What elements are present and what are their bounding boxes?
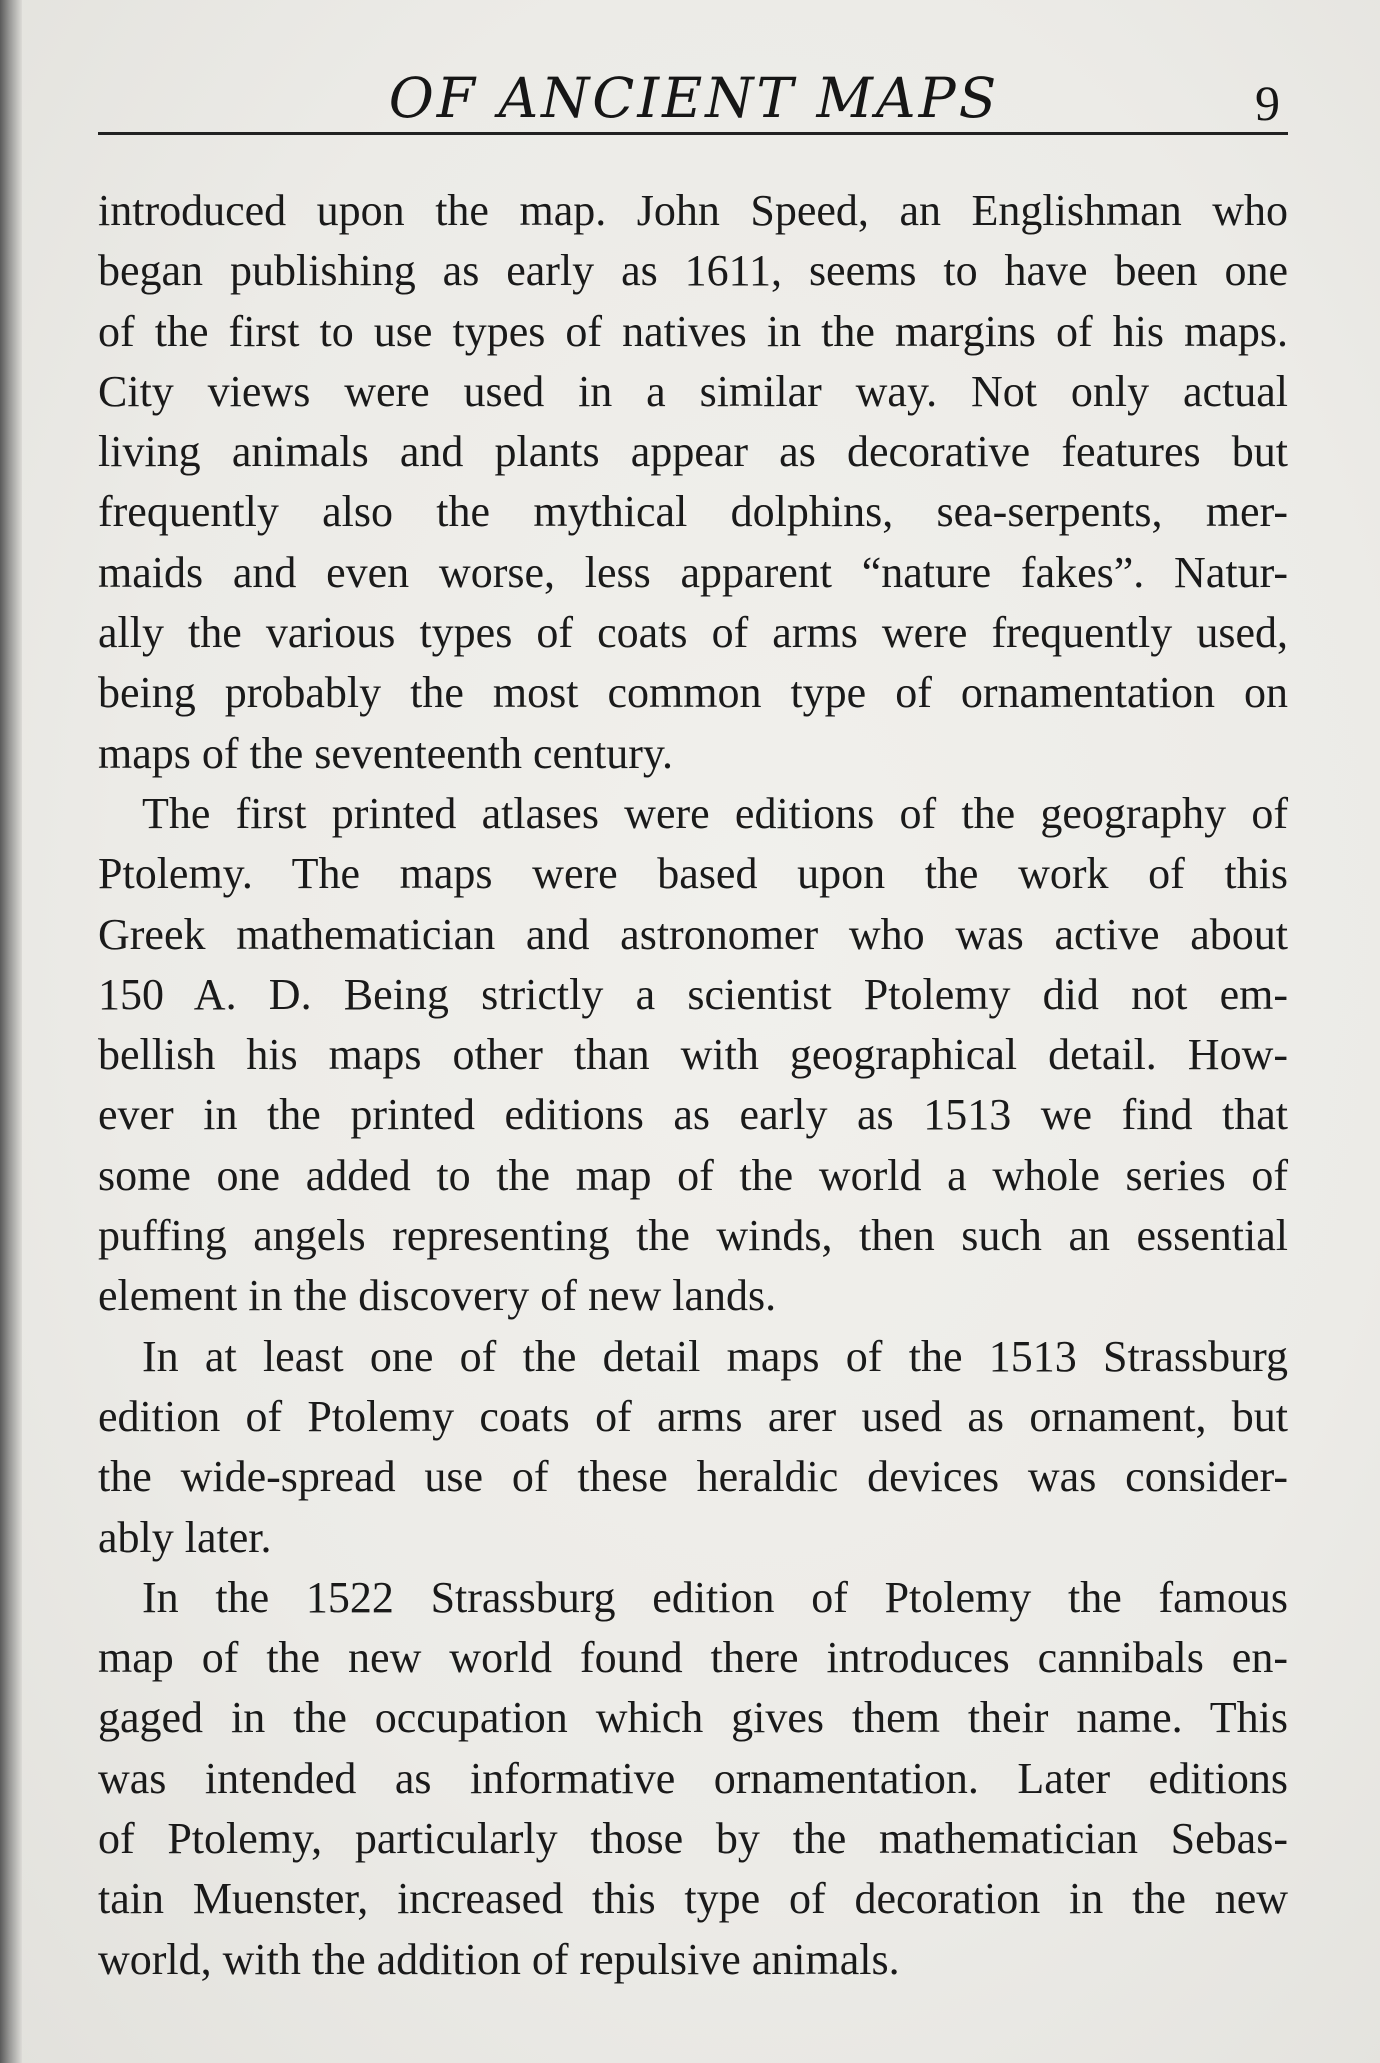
header-rule	[98, 132, 1288, 135]
text-line: ally the various types of coats of arms were frequently used,	[98, 608, 1288, 658]
text-line: some one added to the map of the world a whole series of	[98, 1150, 1288, 1200]
text-line: began publishing as early as 1611, seems to have been one	[98, 246, 1288, 296]
text-line: Greek mathematician and astronomer who was active about	[98, 909, 1288, 959]
text-line: gaged in the occupation which gives them their name. This	[98, 1693, 1288, 1743]
text-line: being probably the most common type of ornamentation on	[98, 668, 1288, 718]
text-line: City views were used in a similar way. Not only actual	[98, 366, 1288, 416]
text-line: the wide-spread use of these heraldic devices was consider-	[98, 1452, 1288, 1502]
page-number: 9	[1255, 75, 1280, 131]
text-line: of Ptolemy, particularly those by the mathematician Sebas-	[98, 1814, 1288, 1864]
paragraph-3	[98, 1327, 1288, 1568]
text-line: puffing angels representing the winds, then such an essential	[98, 1211, 1288, 1261]
text-line: In the 1522 Strassburg edition of Ptolemy the famous	[142, 1572, 1288, 1622]
text-line: ably later.	[98, 1512, 272, 1562]
text-line: living animals and plants appear as decorative features but	[98, 427, 1288, 477]
text-line: map of the new world found there introduces cannibals en-	[98, 1633, 1288, 1683]
paragraph-1	[98, 181, 1288, 784]
text-line: 150 A. D. Being strictly a scientist Ptolemy did not em-	[98, 969, 1288, 1019]
text-line: world, with the addition of repulsive animals.	[98, 1934, 900, 1984]
body-text	[98, 181, 1288, 1990]
spine-shadow	[0, 0, 22, 2063]
text-line: bellish his maps other than with geographical detail. How-	[98, 1030, 1288, 1080]
text-line: introduced upon the map. John Speed, an Englishman who	[98, 186, 1288, 235]
text-line: maps of the seventeenth century.	[98, 728, 674, 778]
text-line: maids and even worse, less apparent “nature fakes”. Natur-	[98, 547, 1288, 597]
text-line: frequently also the mythical dolphins, sea-serpents, mer-	[98, 487, 1288, 537]
text-line: of the first to use types of natives in the margins of his maps.	[98, 306, 1288, 356]
running-title: OF ANCIENT MAPS	[388, 66, 1000, 130]
text-line: edition of Ptolemy coats of arms arer used as ornament, but	[98, 1391, 1288, 1441]
text-line: was intended as informative ornamentation. Later editions	[98, 1753, 1288, 1803]
text-line: element in the discovery of new lands.	[98, 1271, 777, 1321]
running-header	[98, 52, 1290, 136]
text-line: The first printed atlases were editions of the geography of	[142, 788, 1288, 838]
text-line: In at least one of the detail maps of the 1513 Strassburg	[142, 1331, 1288, 1381]
text-line: Ptolemy. The maps were based upon the work of this	[98, 849, 1288, 899]
text-line: ever in the printed editions as early as 1513 we find that	[98, 1090, 1288, 1140]
text-line: tain Muenster, increased this type of decoration in the new	[98, 1874, 1288, 1924]
paragraph-2	[98, 784, 1288, 1327]
paragraph-4	[98, 1568, 1288, 1990]
